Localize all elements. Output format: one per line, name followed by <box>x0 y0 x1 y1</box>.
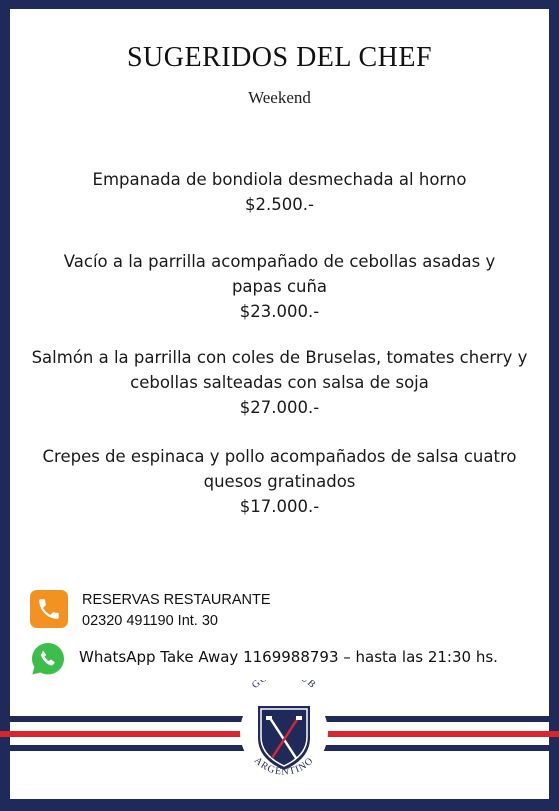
menu-item-description: Vacío a la parrilla acompañado de cebollas asadas y <box>63 252 496 271</box>
reservations-label: RESERVAS RESTAURANTE <box>82 592 271 608</box>
menu-item-crepes <box>20 444 539 519</box>
menu-item-description: Empanada de bondiola desmechada al horno <box>92 170 467 189</box>
menu-item-price: $17.000.- <box>239 497 320 516</box>
club-logo <box>236 680 332 780</box>
reservations-info <box>82 590 271 632</box>
logo-top-text: G B <box>249 680 319 691</box>
menu-item-price: $23.000.- <box>239 302 320 321</box>
crest-icon <box>236 680 332 780</box>
whatsapp-info: WhatsApp Take Away 1169988793 – hasta las 21:30 hs. <box>79 648 498 666</box>
page-subtitle: Weekend <box>248 88 311 107</box>
menu-item-empanada <box>20 167 539 217</box>
reservations-phone: 02320 491190 Int. 30 <box>82 613 218 629</box>
menu-item-description: Crepes de espinaca y pollo acompañados de salsa cuatro <box>42 447 517 466</box>
whatsapp-icon <box>30 641 66 677</box>
menu-item-vacio <box>20 249 539 324</box>
menu-item-salmon <box>20 345 539 420</box>
reservations-contact <box>30 590 330 634</box>
logo-bottom-text: ARGENTINO <box>251 755 317 778</box>
menu-item-price: $27.000.- <box>239 398 320 417</box>
menu-item-description: Salmón a la parrilla con coles de Bruselas, tomates cherry y <box>31 348 528 367</box>
menu-item-description: papas cuña <box>231 277 328 296</box>
menu-item-price: $2.500.- <box>245 195 314 214</box>
page-title: SUGERIDOS DEL CHEF <box>126 42 433 73</box>
menu-item-description: quesos gratinados <box>203 472 356 491</box>
whatsapp-contact <box>30 641 530 679</box>
phone-icon <box>30 590 68 628</box>
menu-item-description: cebollas salteadas con salsa de soja <box>130 373 429 392</box>
